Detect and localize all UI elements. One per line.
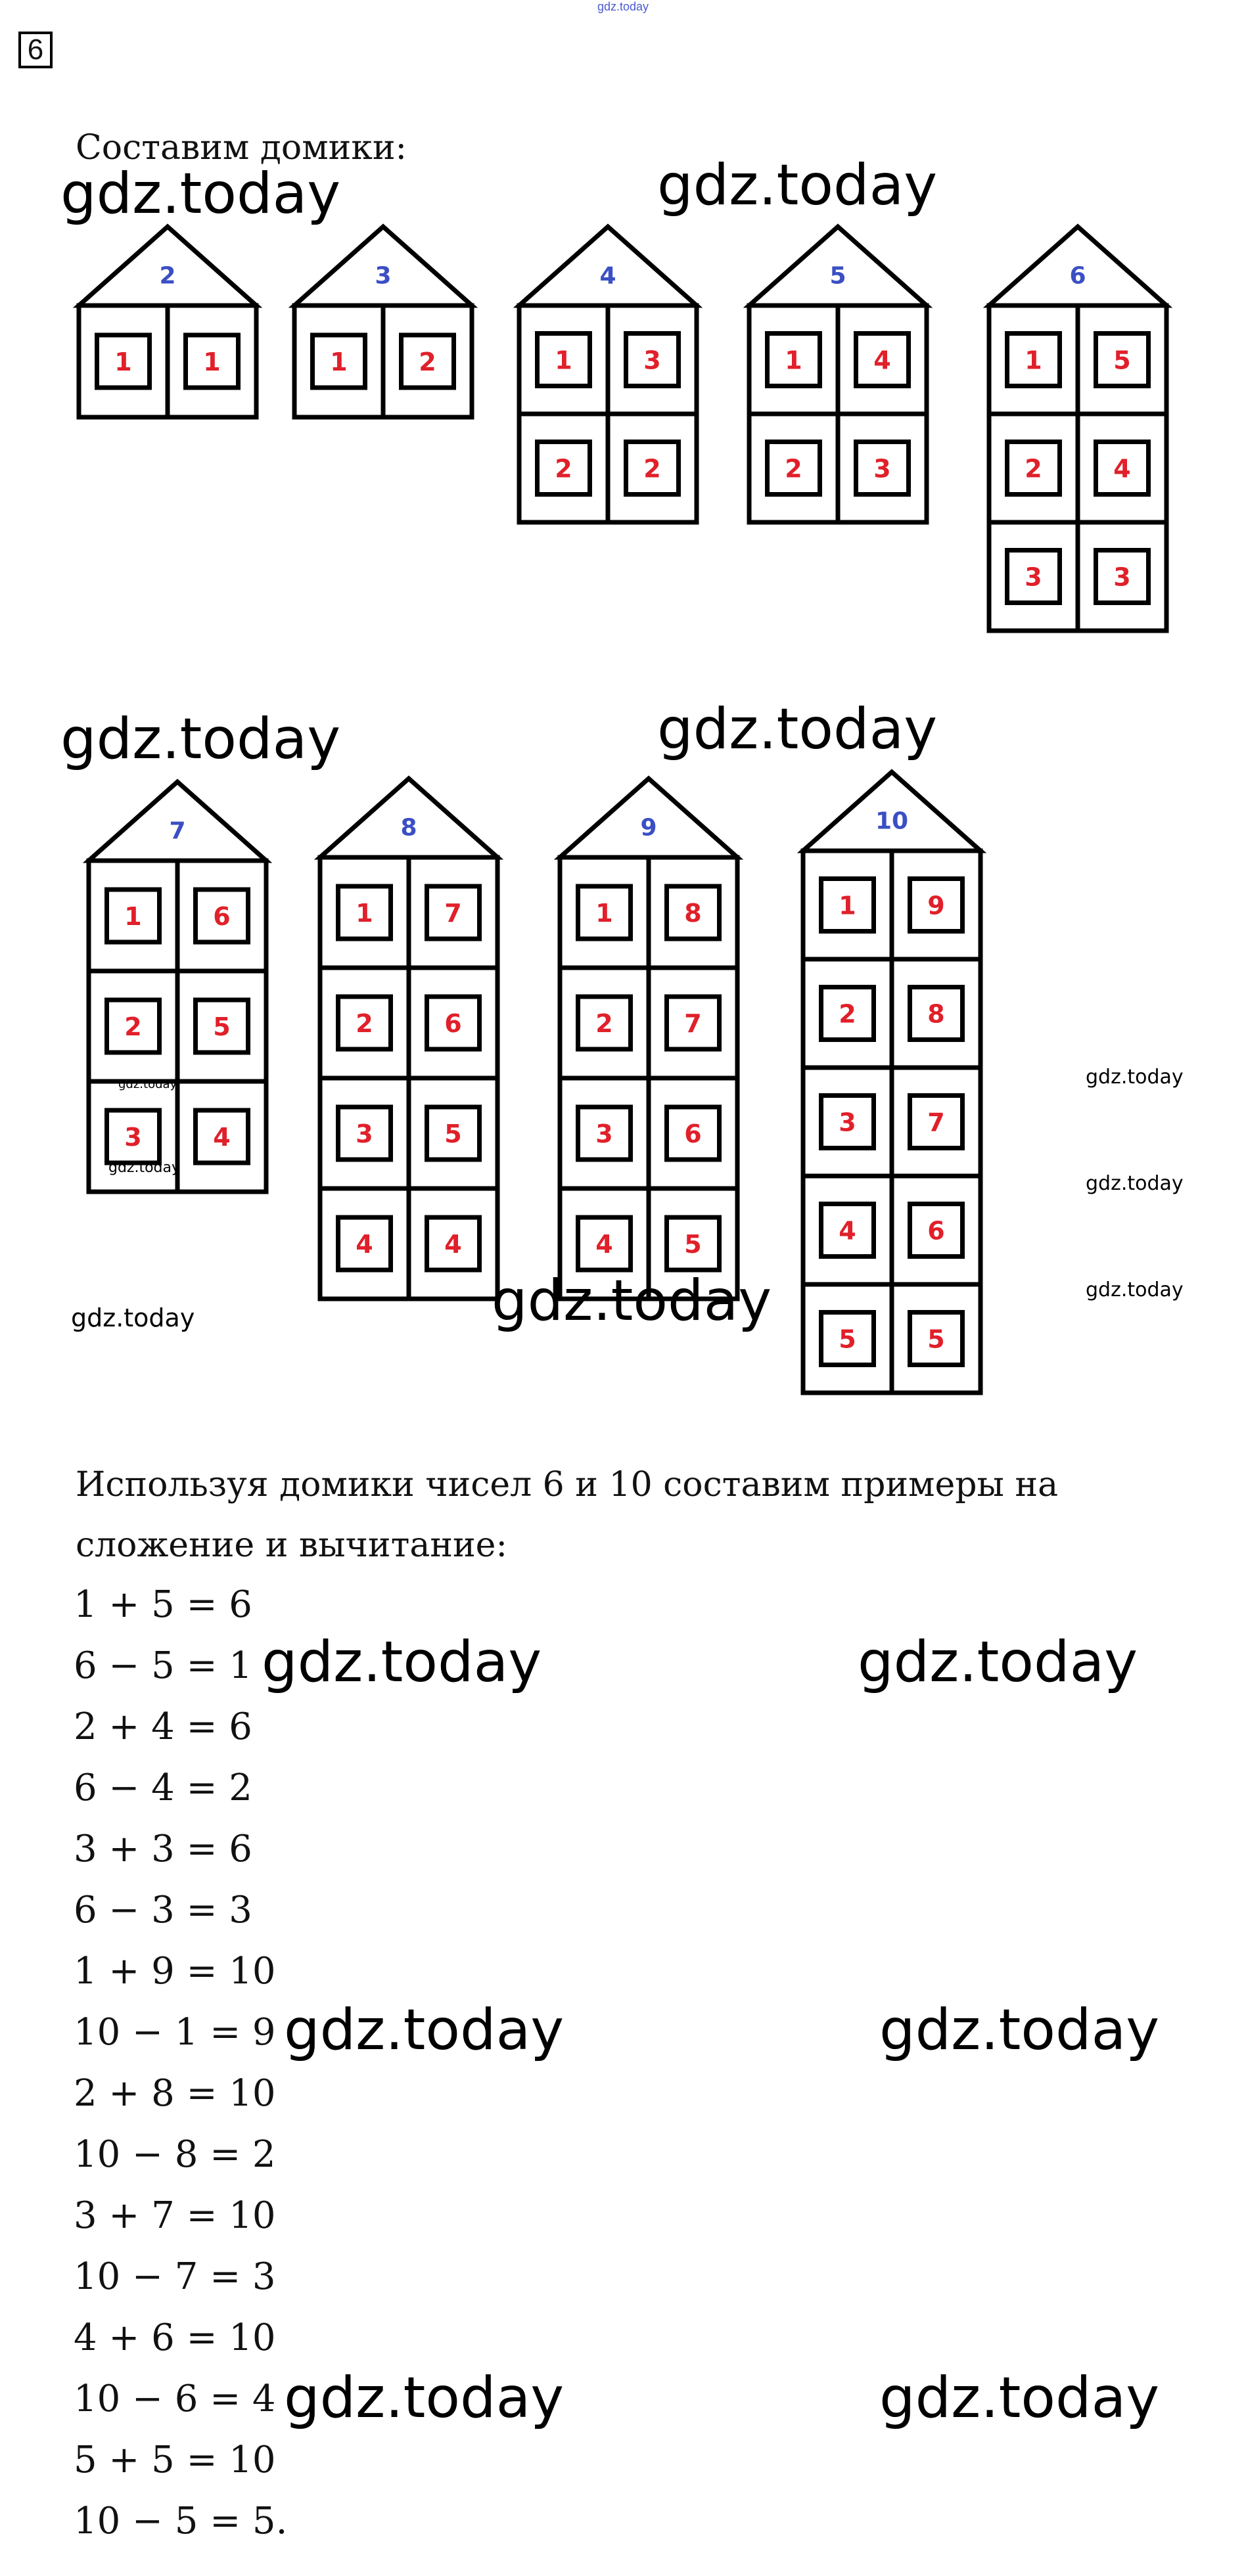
- watermark: gdz.today: [1086, 1172, 1184, 1195]
- watermark: gdz.today: [858, 1629, 1138, 1695]
- house-window-number: 1: [114, 348, 132, 376]
- equation-line: 10 − 6 = 4: [74, 2378, 276, 2420]
- watermark: gdz.today: [60, 706, 341, 772]
- house-window-number: 5: [444, 1119, 462, 1148]
- house-window-number: 2: [555, 454, 572, 484]
- house-window-number: 6: [927, 1216, 945, 1246]
- watermark: gdz.today: [108, 1160, 181, 1176]
- task-number-box: 6: [18, 32, 53, 68]
- house-window-number: 7: [444, 899, 462, 928]
- house-window-number: 2: [643, 454, 661, 484]
- row1-house-3: [294, 227, 472, 417]
- watermark: gdz.today: [284, 2365, 565, 2431]
- house-window-number: 1: [356, 899, 373, 928]
- house-window-number: 6: [213, 902, 231, 931]
- row2-house-8: [320, 779, 497, 1299]
- house-window-number: 6: [684, 1119, 702, 1148]
- intro-text-line-2: сложение и вычитание:: [76, 1525, 507, 1565]
- equation-line: 10 − 7 = 3: [74, 2255, 276, 2298]
- watermark: gdz.today: [657, 696, 938, 762]
- house-window-number: 1: [330, 348, 348, 376]
- house-roof-number: 9: [640, 814, 657, 842]
- house-window-number: 5: [213, 1012, 231, 1041]
- house-window-number: 1: [595, 899, 613, 928]
- house-window-number: 4: [1113, 454, 1131, 484]
- house-window-number: 3: [873, 454, 891, 484]
- equation-line: 1 + 9 = 10: [74, 1950, 276, 1993]
- house-window-number: 1: [785, 346, 802, 375]
- house-roof-number: 3: [375, 262, 392, 290]
- row1-house-6: [989, 227, 1166, 631]
- house-window-number: 1: [839, 891, 856, 920]
- section-heading: Составим домики:: [76, 128, 407, 168]
- house-window-number: 2: [785, 454, 802, 484]
- equation-line: 10 − 5 = 5.: [74, 2500, 288, 2542]
- equation-line: 10 − 1 = 9: [74, 2011, 276, 2054]
- equation-line: 4 + 6 = 10: [74, 2316, 276, 2359]
- watermark: gdz.today: [60, 161, 341, 227]
- watermark: gdz.today: [1086, 1066, 1184, 1089]
- equation-line: 6 − 5 = 1: [74, 1644, 252, 1687]
- house-window-number: 7: [927, 1108, 945, 1137]
- house-window-number: 2: [124, 1012, 142, 1041]
- house-window-number: 4: [873, 346, 891, 375]
- house-roof-number: 5: [829, 262, 846, 290]
- watermark: gdz.today: [71, 1303, 195, 1332]
- house-roof-number: 10: [875, 807, 909, 835]
- equation-line: 6 − 4 = 2: [74, 1767, 252, 1809]
- house-window-number: 4: [213, 1123, 231, 1152]
- house-window-number: 5: [1113, 346, 1131, 375]
- equation-line: 2 + 8 = 10: [74, 2072, 276, 2115]
- equation-line: 10 − 8 = 2: [74, 2133, 276, 2176]
- row2-house-10: [803, 772, 981, 1393]
- equation-line: 6 − 3 = 3: [74, 1889, 252, 1932]
- equation-line: 3 + 7 = 10: [74, 2194, 276, 2237]
- house-window-number: 2: [839, 999, 856, 1029]
- house-window-number: 4: [595, 1230, 613, 1259]
- equation-line: 2 + 4 = 6: [74, 1706, 252, 1748]
- equation-line: 3 + 3 = 6: [74, 1828, 252, 1870]
- house-window-number: 3: [1025, 562, 1042, 592]
- row2-house-7: [89, 782, 266, 1192]
- house-window-number: 3: [356, 1119, 373, 1148]
- watermark: gdz.today: [284, 1997, 565, 2063]
- house-window-number: 3: [839, 1108, 856, 1137]
- house-window-number: 3: [1113, 562, 1131, 592]
- house-window-number: 6: [444, 1009, 462, 1038]
- house-window-number: 9: [927, 891, 945, 920]
- watermark: gdz.today: [879, 2365, 1160, 2431]
- house-window-number: 1: [203, 348, 221, 376]
- house-window-number: 1: [1025, 346, 1042, 375]
- intro-text-line-1: Используя домики чисел 6 и 10 составим примеры на: [76, 1465, 1059, 1504]
- watermark: gdz.today: [879, 1997, 1160, 2063]
- row1-house-5: [749, 227, 927, 522]
- house-window-number: 3: [595, 1119, 613, 1148]
- equation-line: 5 + 5 = 10: [74, 2439, 276, 2481]
- house-window-number: 1: [555, 346, 572, 375]
- watermark: gdz.today: [657, 152, 938, 218]
- house-window-number: 5: [684, 1230, 702, 1259]
- house-window-number: 2: [595, 1009, 613, 1038]
- house-window-number: 2: [1025, 454, 1042, 484]
- house-window-number: 4: [356, 1230, 373, 1259]
- house-roof-number: 2: [159, 262, 176, 290]
- house-roof-number: 7: [169, 817, 186, 845]
- watermark: gdz.today: [492, 1268, 772, 1334]
- house-roof-number: 8: [400, 814, 417, 842]
- watermark: gdz.today: [1086, 1278, 1184, 1301]
- house-window-number: 5: [839, 1324, 856, 1354]
- house-window-number: 2: [356, 1009, 373, 1038]
- watermark: gdz.today: [118, 1077, 177, 1091]
- house-window-number: 7: [684, 1009, 702, 1038]
- row1-house-4: [519, 227, 697, 522]
- house-window-number: 4: [839, 1216, 856, 1246]
- house-window-number: 5: [927, 1324, 945, 1354]
- watermark: gdz.today: [262, 1629, 542, 1695]
- row1-house-2: [79, 227, 256, 417]
- house-window-number: 3: [124, 1123, 142, 1152]
- top-watermark: gdz.today: [597, 0, 649, 13]
- house-window-number: 1: [124, 902, 142, 931]
- house-window-number: 3: [643, 346, 661, 375]
- house-roof-number: 6: [1069, 262, 1086, 290]
- house-roof-number: 4: [599, 262, 616, 290]
- row2-house-9: [560, 779, 737, 1299]
- house-window-number: 8: [684, 899, 702, 928]
- house-window-number: 4: [444, 1230, 462, 1259]
- house-window-number: 8: [927, 999, 945, 1029]
- house-window-number: 2: [419, 348, 436, 376]
- equation-line: 1 + 5 = 6: [74, 1583, 252, 1626]
